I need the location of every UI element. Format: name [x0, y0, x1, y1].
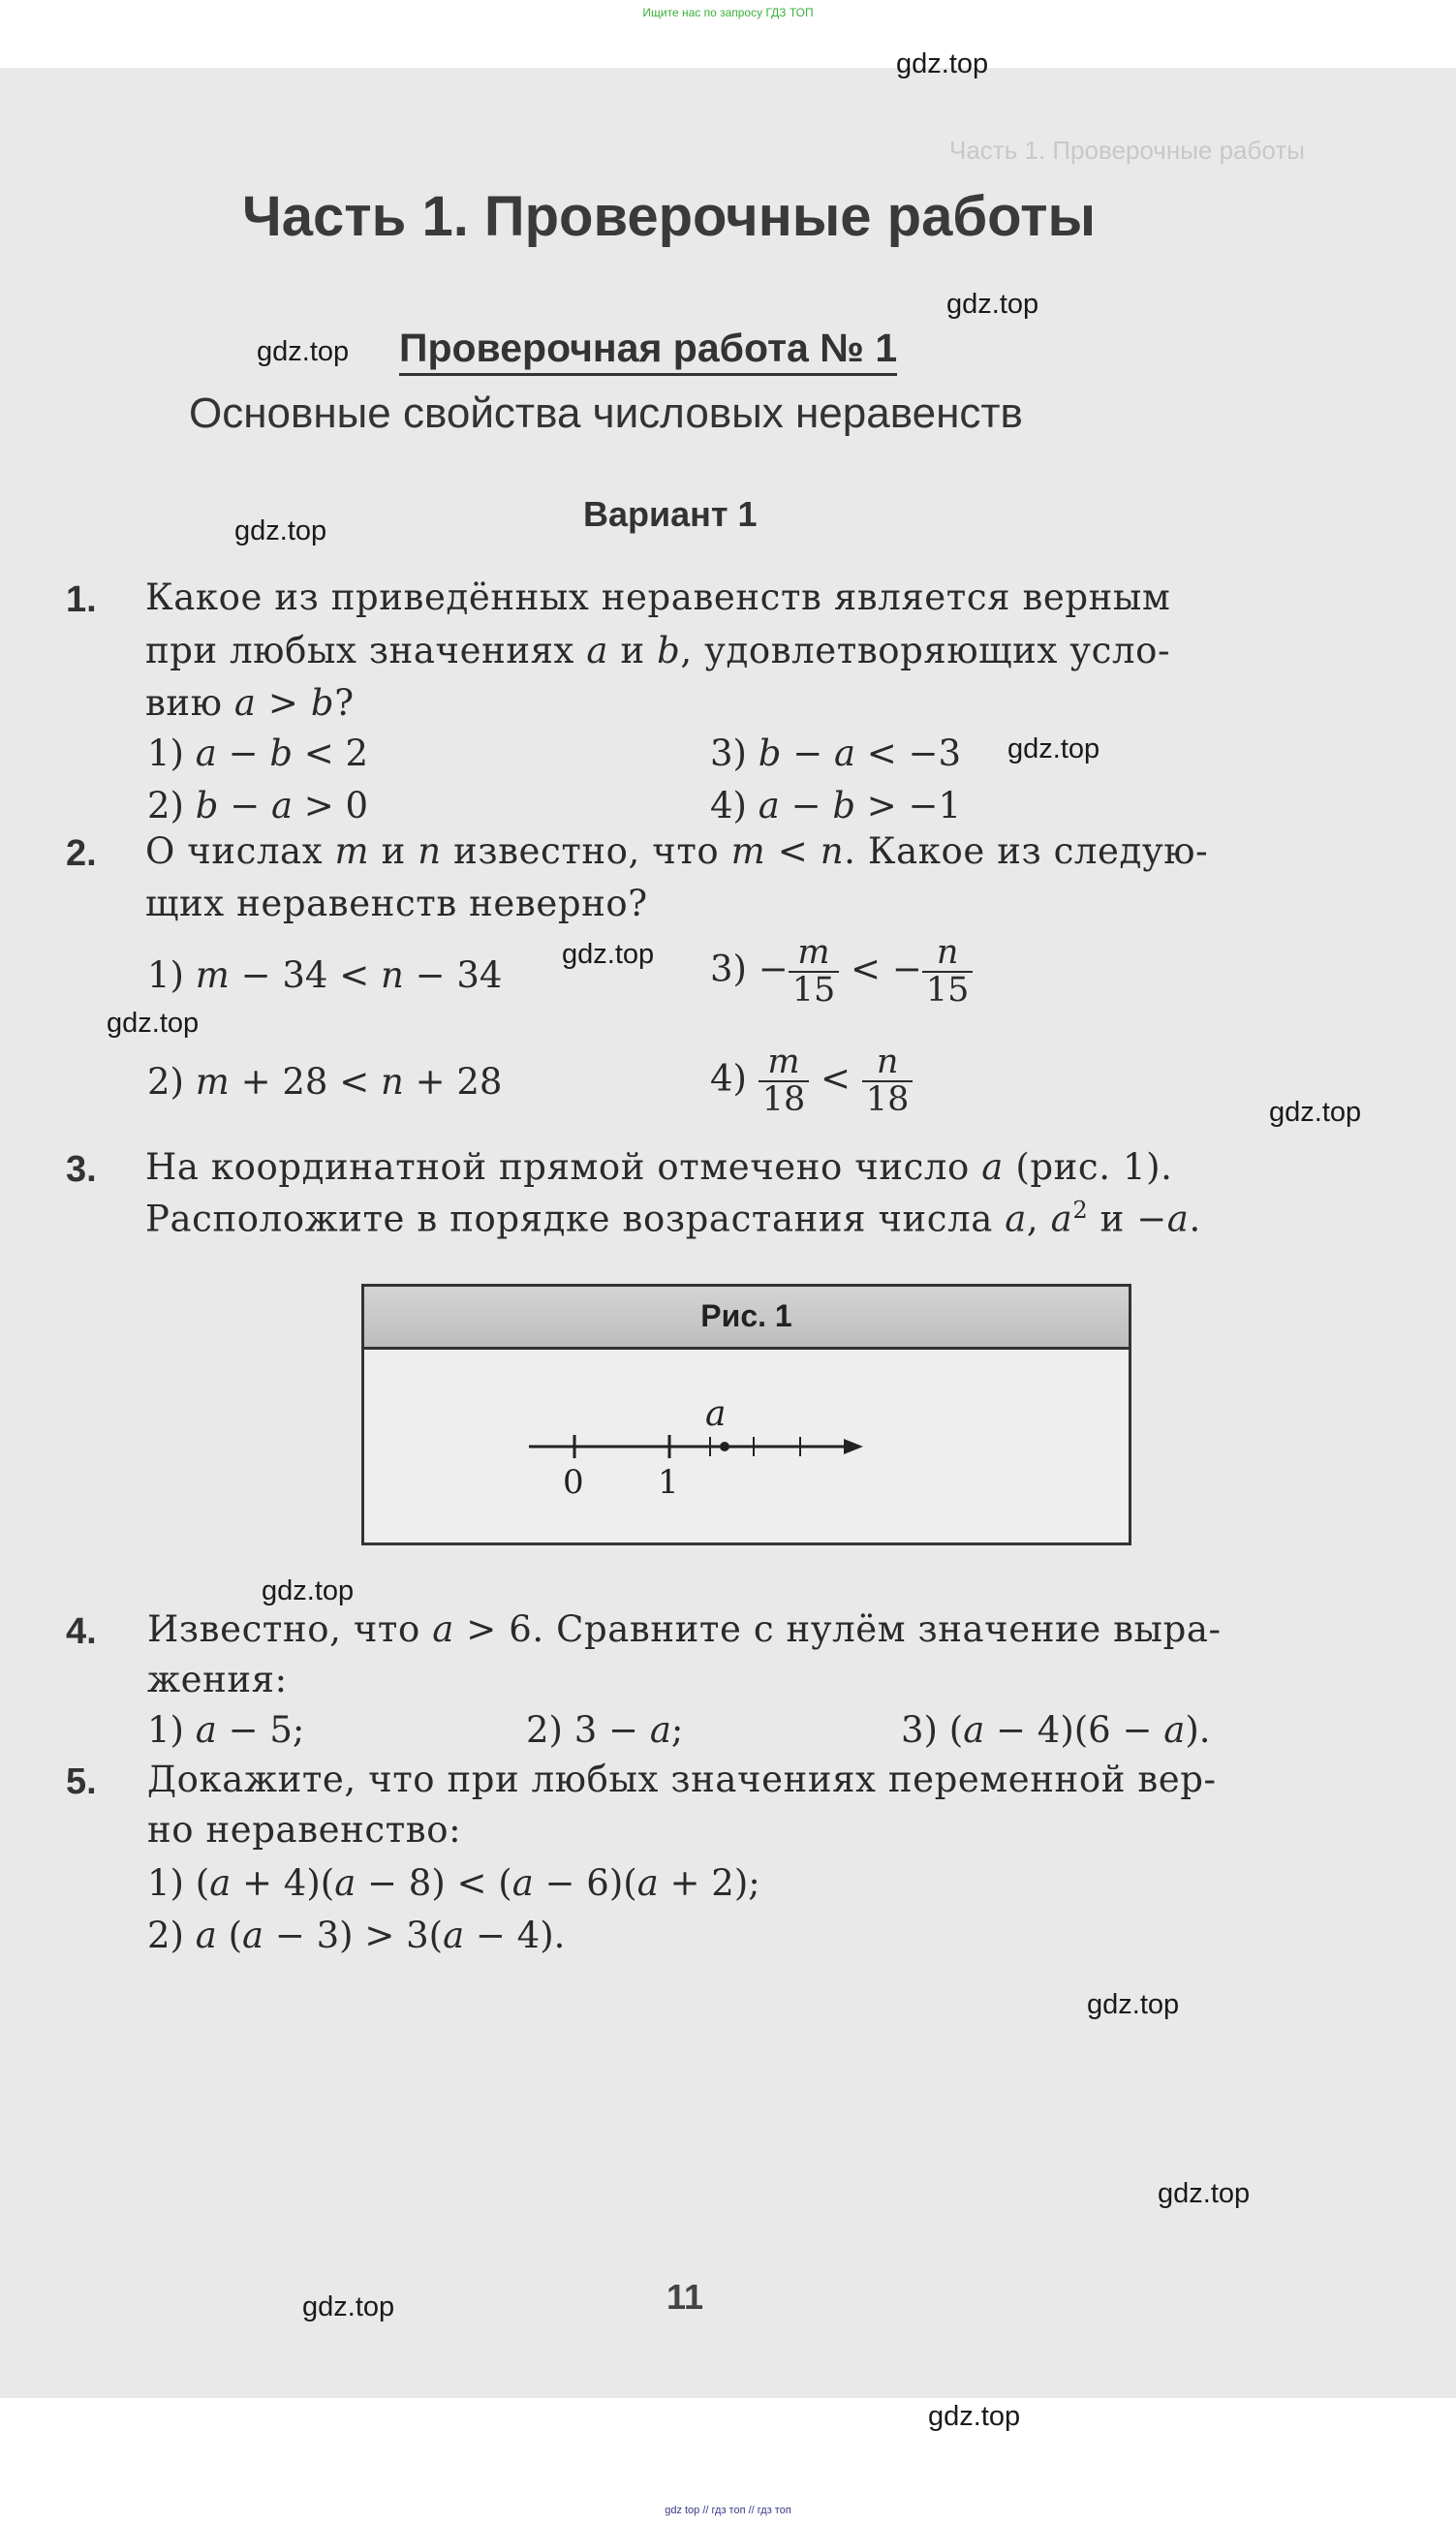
- question-number: 1.: [66, 579, 97, 620]
- watermark: gdz.top: [302, 2291, 395, 2322]
- question-text: жения:: [147, 1659, 288, 1700]
- answer-option: 3) (a − 4)(6 − a).: [901, 1709, 1211, 1751]
- watermark: gdz.top: [234, 515, 327, 546]
- watermark: gdz.top: [1269, 1097, 1362, 1128]
- question-number: 4.: [66, 1611, 97, 1652]
- answer-option: 4) a − b > −1: [710, 785, 962, 826]
- variant-title: Вариант 1: [583, 494, 758, 534]
- page-number: 11: [666, 2277, 704, 2317]
- label-1: 1: [658, 1463, 679, 1502]
- point-a: [720, 1442, 729, 1451]
- question-number: 5.: [66, 1761, 97, 1802]
- question-text: Расположите в порядке возрастания числа a, $a^2$ и −a.: [145, 1197, 1201, 1240]
- watermark: gdz.top: [1158, 2178, 1251, 2209]
- answer-option: 3) − $\frac{m}{15}$ < − $\frac{n}{15}$: [710, 935, 973, 1009]
- watermark: gdz.top: [257, 336, 350, 367]
- part-title: Часть 1. Проверочные работы: [242, 185, 1097, 248]
- question-number: 3.: [66, 1149, 97, 1190]
- watermark: gdz.top: [896, 48, 989, 79]
- question-text: О числах m и n известно, что m < n. Какое из следую-: [145, 830, 1209, 872]
- answer-option: 2) 3 − a;: [526, 1709, 684, 1751]
- question-text: вию a > b?: [145, 682, 355, 724]
- work-title: Проверочная работа № 1: [399, 326, 897, 376]
- question-text: Какое из приведённых неравенств является верным: [145, 576, 1171, 618]
- question-text: при любых значениях a и b, удовлетворяющих усло-: [145, 630, 1171, 671]
- label-0: 0: [563, 1463, 584, 1502]
- answer-option: 4) $\frac{m}{18}$ < $\frac{n}{18}$: [710, 1044, 913, 1118]
- question-text: Известно, что a > 6. Сравните с нулём значение выра-: [147, 1608, 1222, 1650]
- answer-option: 1) m − 34 < n − 34: [147, 954, 503, 996]
- watermark: gdz.top: [1007, 733, 1100, 764]
- running-head-ghost: Часть 1. Проверочные работы: [949, 136, 1305, 165]
- watermark: gdz.top: [262, 1575, 355, 1606]
- watermark: gdz.top: [946, 289, 1039, 320]
- bottom-link[interactable]: gdz top // гдз топ // гдз топ: [665, 2505, 791, 2516]
- answer-option: 2) m + 28 < n + 28: [147, 1061, 503, 1103]
- answer-option: 1) a − 5;: [147, 1709, 305, 1751]
- watermark: gdz.top: [1087, 1989, 1180, 2020]
- answer-option: 2) a (a − 3) > 3(a − 4).: [147, 1915, 566, 1956]
- question-text: но неравенство:: [147, 1809, 462, 1851]
- watermark: gdz.top: [928, 2401, 1021, 2432]
- figure-title: Рис. 1: [700, 1298, 792, 1333]
- watermark: gdz.top: [107, 1008, 200, 1039]
- label-a: a: [705, 1394, 727, 1434]
- question-text: На координатной прямой отмечено число a (рис. 1).: [145, 1146, 1173, 1188]
- number-line: [364, 1287, 1129, 1548]
- question-number: 2.: [66, 833, 97, 874]
- top-search-link[interactable]: Ищите нас по запросу ГДЗ ТОП: [642, 6, 814, 19]
- answer-option: 1) a − b < 2: [147, 732, 369, 774]
- answer-option: 3) b − a < −3: [710, 732, 962, 774]
- subject-title: Основные свойства числовых неравенств: [189, 390, 1023, 437]
- answer-option: 1) (a + 4)(a − 8) < (a − 6)(a + 2);: [147, 1862, 760, 1904]
- question-text: щих неравенств неверно?: [145, 883, 648, 924]
- question-text: Докажите, что при любых значениях переменной вер-: [147, 1759, 1217, 1800]
- watermark: gdz.top: [562, 939, 655, 970]
- arrow-head-icon: [844, 1439, 863, 1454]
- answer-option: 2) b − a > 0: [147, 785, 369, 826]
- figure-1: [361, 1284, 1131, 1545]
